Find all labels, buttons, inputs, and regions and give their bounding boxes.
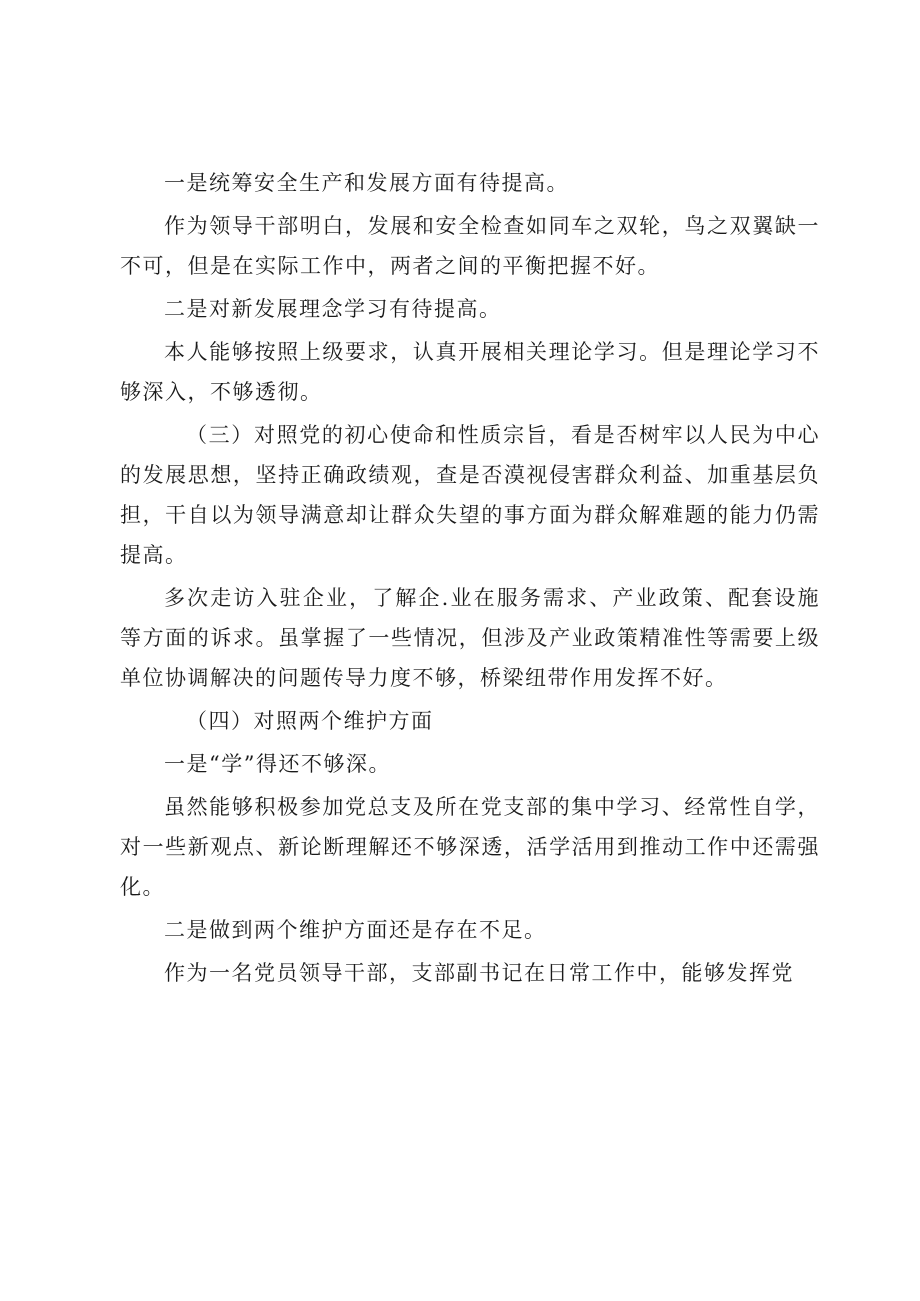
section-heading-3: （三）对照党的初心使命和性质宗旨，看是否树牢以人民为中心的发展思想，坚持正确政绩观，查是否漠视侵害群众利益、加重基层负担，干自以为领导满意却让群众失望的事方面为群众解难题的能力仍需提高。 bbox=[120, 423, 820, 567]
section-heading-4: （四）对照两个维护方面 bbox=[186, 709, 434, 733]
paragraph-body-2: 本人能够按照上级要求，认真开展相关理论学习。但是理论学习不够深入，不够透彻。 bbox=[120, 340, 820, 404]
document-body bbox=[120, 163, 820, 993]
paragraph-heading-2: 二是对新发展理念学习有待提高。 bbox=[164, 297, 502, 321]
paragraph-heading-5: 一是“学”得还不够深。 bbox=[164, 752, 391, 776]
paragraph-body-3: 多次走访入驻企业，了解企.业在服务需求、产业政策、配套设施等方面的诉求。虽掌握了一些情况，但涉及产业政策精准性等需要上级单位协调解决的问题传导力度不够，桥梁纽带作用发挥不好。 bbox=[120, 586, 820, 690]
paragraph-heading-6: 二是做到两个维护方面还是存在不足。 bbox=[164, 918, 547, 942]
paragraph-body-1: 作为领导干部明白，发展和安全检查如同车之双轮，鸟之双翼缺一不可，但是在实际工作中，两者之间的平衡把握不好。 bbox=[120, 214, 820, 278]
paragraph-body-5: 虽然能够积极参加党总支及所在党支部的集中学习、经常性自学，对一些新观点、新论断理解还不够深透，活学活用到推动工作中还需强化。 bbox=[120, 795, 820, 899]
paragraph-heading-1: 一是统筹安全生产和发展方面有待提高。 bbox=[164, 171, 569, 195]
paragraph-body-6: 作为一名党员领导干部，支部副书记在日常工作中，能够发挥党 bbox=[164, 961, 794, 985]
